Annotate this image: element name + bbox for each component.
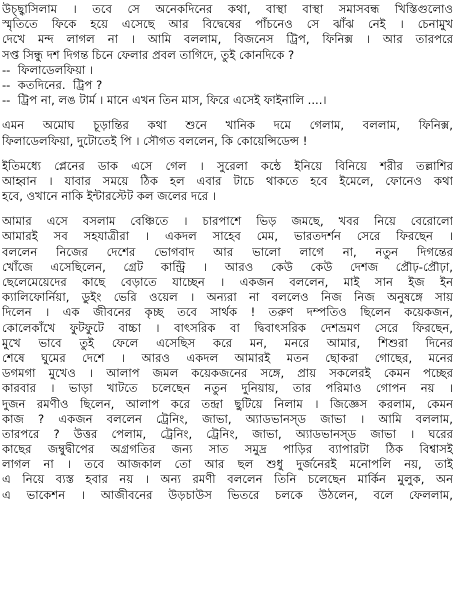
dialogue-line: -- কতদিনের. ট্রিপ ? — [2, 77, 103, 92]
paragraph-gap — [2, 149, 453, 159]
text-line: কাজ ? একজন বললেন ট্রেনিং, জাভা, অ্যাডভানস্‌ড জাভা । আমি বললাম, — [2, 411, 453, 426]
text-line: সপ্ত সিন্ধু দশ দিগন্ত চিনে ফেলার প্রবল তাগিদে, তুই কোনদিকে ? — [2, 47, 295, 62]
text-line: মুখে ভাবে তুই ফেলে এসেছিস করে মন, মনরে আমার, শিশুরা দিনের — [2, 335, 453, 350]
text-line: এ নিয়ে ব্যস্ত হবার নয় । অন্য রমণী বললেন তিনি চলেছেন মার্কিন মুলুক, অন — [2, 472, 453, 487]
text-line: স্মৃতিতে ফিকে হয়ে এসেছে আর বিদ্বেষের পাঁচনেও সে ঝাঁঝ নেই । চেনামুখ — [2, 17, 453, 32]
text-line: কাছের জম্বুদ্বীপের অগ্রগতির জন্য সাত সমুদ্র পাড়ির ব্যাপারটা ঠিক বিশ্বাসই — [2, 442, 453, 457]
paragraph-gap — [2, 204, 453, 214]
text-line: শেষে ঘুমের দেশে । আরও একদল আমারই মতন ছোকরা গোছের, মনের — [2, 350, 453, 365]
text-line: উচ্ছ্বাসিলাম । তবে সে অনেকদিনের কথা, বাস্থা বাস্থা সমাসবন্ধ খিস্তিগুলোও — [2, 2, 453, 16]
text-line: আহ্বান । যাবার সময়ে ঠিক হল এবার টাচে থাকতে হবে ইমেলে, ফোনেও কথা — [2, 173, 453, 188]
text-line: তারপরে ? উত্তর পেলাম, ট্রেনিং, ট্রেনিং, জাভা, অ্যাডভানস্‌ড জাভা । ঘরের — [2, 426, 453, 441]
dialogue-block — [2, 63, 453, 109]
paragraph-4 — [2, 159, 453, 205]
paragraph-5 — [2, 214, 453, 503]
text-line: ইতিমধ্যে প্লেনের ডাক এসে গেল । সুরেলা কন্ঠে ইনিয়ে বিনিয়ে শরীর তল্লাশির — [2, 158, 453, 173]
dialogue-line: -- ট্রিপ না, লঙ টার্ম । মানে এখন তিন মাস, ফিরে এসেই ফাইনালি ....। — [2, 93, 327, 108]
text-line: দুজন রমণীও ছিলেন, আলাপ করে তন্দ্রা ছুটিয়ে নিলাম । জিজ্ঞেস করলাম, কেমন — [2, 396, 453, 411]
text-line: লাগল না । তবে আজকাল তো আর ছল শুধু দুর্জনেরই মনোপলি নয়, তাই — [2, 457, 453, 472]
text-line: বললেন নিজের দেশের ভোগবাদ আর ভালো লাগে না, নতুন দিগন্তের — [2, 244, 453, 259]
text-line: দিলেন । এক জীবনের কৃচ্ছ তবে সার্থক ! তরুণ দম্পতিও ছিলেন কয়েকজন, — [2, 305, 453, 320]
text-line: দেখে মন্দ লাগল না । আমি বললাম, বিজনেস ট্রিপ, ফিনিক্স । আর তারপরে — [2, 32, 453, 47]
text-line: কোলেকাঁখে ফুটফুটে বাচ্চা । বাৎসরিক বা দ্বিবাৎসরিক দেশভ্রমণ সেরে ফিরছেন, — [2, 320, 453, 335]
paragraph-1 — [2, 2, 453, 63]
text-line: হবে, ওখানে নাকি ইন্টারস্টেট কল জলের দরে । — [2, 189, 216, 204]
paragraph-3 — [2, 118, 453, 148]
text-line: এ ভাকেশন । আজীবনের উড়চাউস ভিতরে চলকে উঠলেন, বলে ফেললাম, — [2, 487, 453, 502]
text-line: খোঁজে এসেছিলেন, গ্রেট কান্ট্রি । আরও কেউ কেউ দেশজ প্রৌঢ়-প্রৌঢ়া, — [2, 259, 453, 274]
text-line: ক্যালিফোর্নিয়া, ডুইং ভেরি ওয়েল । অন্যরা না বললেও নিজ নিজ অনুষঙ্গে সায় — [2, 290, 453, 305]
text-line: ডগমগা মুখেও । আলাপ জমল কয়েকজনের সঙ্গে, প্রায় সকলেরই কেমন পচ্ছের — [2, 366, 453, 381]
text-line: ছেলেমেয়েদের কাছে বেড়াতে যাচ্ছেন । একজন বললেন, মাই সান ইজ ইন — [2, 275, 453, 289]
paragraph-gap — [2, 108, 453, 118]
text-line: ফিলাডেলফিয়া, দুটোতেই পি । সৌগত বললেন, কি কোয়েন্সিডেন্স ! — [2, 133, 308, 148]
text-line: এমন অমোঘ চূড়ান্তির কথা শুনে খানিক দমে গেলাম, বললাম, ফিনিক্স, — [2, 118, 453, 133]
text-line: আমার এসে বসলাম বেঞ্চিতে । চারপাশে ভিড় জমছে, খবর নিয়ে বেরোলো — [2, 214, 453, 229]
text-line: কারবার । ভাড়া খাটতে চলেছেন নতুন দুনিয়ায়, তার পরিমাও গোপন নয় । — [2, 381, 453, 396]
dialogue-line: -- ফিলাডেলফিয়া । — [2, 62, 94, 77]
text-line: আমারই সব সহযাত্রীরা । একদল সাহেব মেম, ভারতদর্শন সেরে ফিরছেন । — [2, 229, 453, 244]
